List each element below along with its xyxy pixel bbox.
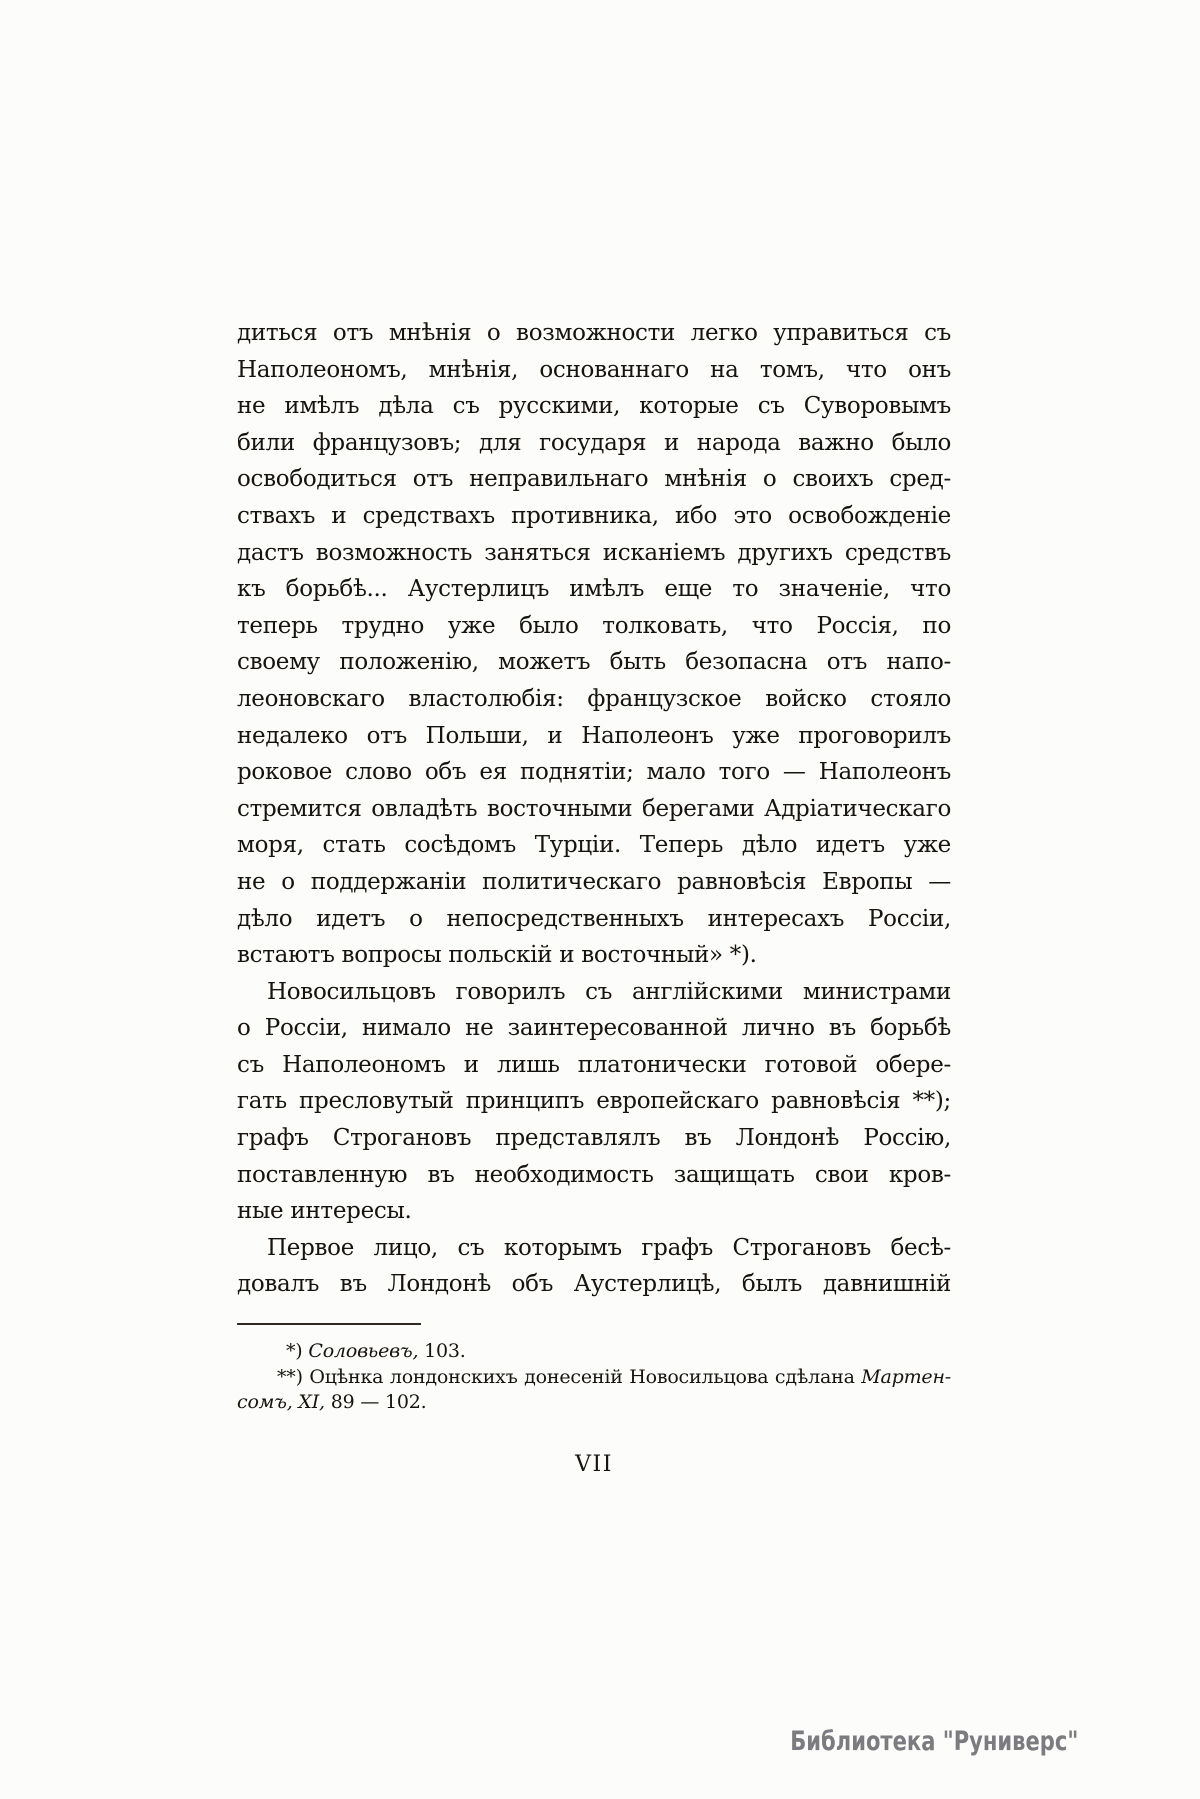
text-line: встаютъ вопросы польскій и восточный» *). xyxy=(237,942,757,969)
text-line: своему положенію, можетъ быть безопасна отъ напо- xyxy=(237,649,951,676)
footnote-citation: сомъ, XI, xyxy=(237,1391,325,1413)
text-line: недалеко отъ Польши, и Наполеонъ уже проговорилъ xyxy=(237,722,951,749)
footnote-separator xyxy=(237,1323,421,1325)
footnote-text: 89 — 102. xyxy=(324,1391,427,1413)
main-text xyxy=(237,315,951,1303)
footnote-text: 103. xyxy=(418,1340,466,1362)
text-line: стремится овладѣть восточными берегами Адріатическаго xyxy=(237,795,951,822)
text-line: графъ Строгановъ представлялъ въ Лондонѣ Россію, xyxy=(237,1125,951,1152)
text-line: о Россіи, нимало не заинтересованной лично въ борьбѣ xyxy=(237,1015,951,1042)
text-line: Наполеономъ, мнѣнія, основаннаго на томъ, что онъ xyxy=(237,356,951,383)
footnote-citation: Соловьевъ, xyxy=(308,1340,419,1362)
page-number: VII xyxy=(575,1452,613,1477)
text-line: дастъ возможность заняться исканіемъ другихъ средствъ xyxy=(237,539,951,566)
text-line: Первое лицо, съ которымъ графъ Строгановъ бесѣ- xyxy=(267,1234,951,1261)
text-line: не имѣлъ дѣла съ русскими, которые съ Суворовымъ xyxy=(237,393,951,420)
footnotes xyxy=(237,1339,951,1416)
text-line: роковое слово объ ея поднятіи; мало того — Наполеонъ xyxy=(237,759,951,786)
text-line: моря, стать сосѣдомъ Турціи. Теперь дѣло идетъ уже xyxy=(237,832,951,859)
text-line: диться отъ мнѣнія о возможности легко управиться съ xyxy=(237,320,951,346)
text-line: гать пресловутый принципъ европейскаго равновѣсія **); xyxy=(237,1088,951,1115)
footnote-line xyxy=(237,1390,951,1416)
text-line: освободиться отъ неправильнаго мнѣнія о своихъ сред- xyxy=(237,466,951,493)
text-line: леоновскаго властолюбія: французское войско стояло xyxy=(237,685,951,712)
footnote-line xyxy=(237,1365,951,1391)
text-line: ные интересы. xyxy=(237,1198,412,1225)
text-line: теперь трудно уже было толковать, что Россія, по xyxy=(237,612,951,639)
footnote-text: **) Оцѣнка лондонскихъ донесеній Новосильцова сдѣлана xyxy=(277,1365,862,1388)
footnote-citation: Мартен- xyxy=(861,1365,951,1388)
text-line: довалъ въ Лондонѣ объ Аустерлицѣ, былъ давнишній xyxy=(237,1271,951,1298)
text-line: дѣло идетъ о непосредственныхъ интересахъ Россіи, xyxy=(237,905,951,932)
text-line: Новосильцовъ говорилъ съ англійскими министрами xyxy=(267,978,951,1005)
text-line: поставленную въ необходимость защищать свои кров- xyxy=(237,1161,951,1188)
text-line: ствахъ и средствахъ противника, ибо это освобожденіе xyxy=(237,502,951,529)
text-line: не о поддержаніи политическаго равновѣсія Европы — xyxy=(237,868,951,895)
text-line: били французовъ; для государя и народа важно было xyxy=(237,429,951,456)
text-line: съ Наполеономъ и лишь платонически готовой обере- xyxy=(237,1051,951,1078)
footnote-line xyxy=(237,1339,951,1365)
text-line: къ борьбѣ... Аустерлицъ имѣлъ еще то значеніе, что xyxy=(237,576,951,603)
footnote-text: *) xyxy=(286,1340,309,1362)
watermark: Библиотека "Руниверс" xyxy=(789,1726,1078,1757)
